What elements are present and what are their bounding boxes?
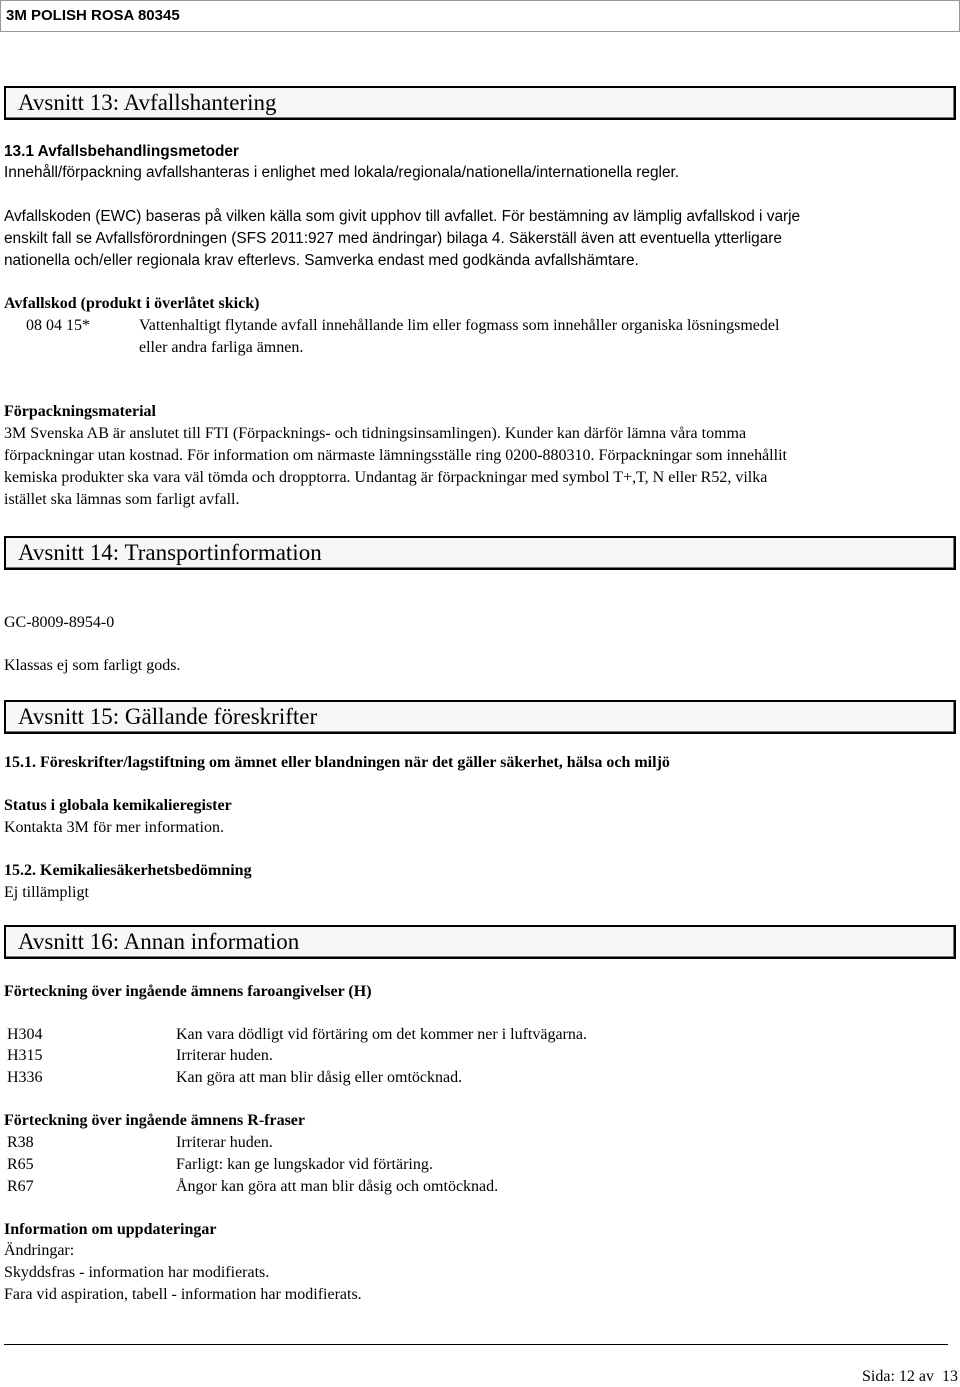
status-text: Kontakta 3M för mer information.	[4, 819, 224, 836]
footer-divider	[4, 1344, 948, 1345]
transport-document-code: GC-8009-8954-0	[4, 614, 115, 631]
update-info-line: Skyddsfras - information har modifierats.	[4, 1264, 270, 1281]
r-phrase-text: Irriterar huden.	[176, 1134, 273, 1151]
packaging-heading: Förpackningsmaterial	[4, 403, 156, 420]
subsection-15-2-heading: 15.2. Kemikaliesäkerhetsbedömning	[4, 862, 252, 879]
waste-code-paragraph-line: enskilt fall se Avfallsförordningen (SFS 2011:927 med ändringar) bilaga 4. Säkerställ även att eventuella ytterligare	[4, 230, 782, 247]
hazard-text: Kan vara dödligt vid förtäring om det kommer ner i luftvägarna.	[176, 1026, 587, 1043]
section-13-title: Avsnitt 13: Avfallshantering	[18, 90, 277, 115]
hazard-statements-heading: Förteckning över ingående ämnens faroangivelser (H)	[4, 983, 372, 1000]
update-info-line: Fara vid aspiration, tabell - information har modifierats.	[4, 1286, 362, 1303]
waste-code-description-line: eller andra farliga ämnen.	[139, 339, 304, 356]
waste-code-heading: Avfallskod (produkt i överlåtet skick)	[4, 295, 260, 312]
hazard-code: H304	[7, 1026, 43, 1043]
subsection-13-1-text: Innehåll/förpackning avfallshanteras i enlighet med lokala/regionala/nationella/internationella regler.	[4, 164, 680, 181]
hazard-code: H336	[7, 1069, 43, 1086]
packaging-text-line: förpackningar utan kostnad. För information om närmaste lämningsställe ring 0200-880310. Förpackningar som innehållit	[4, 447, 787, 464]
r-phrase-text: Farligt: kan ge lungskador vid förtäring.	[176, 1156, 433, 1173]
waste-code-paragraph-line: Avfallskoden (EWC) baseras på vilken källa som givit upphov till avfallet. För bestämning av lämplig avfallskod i varje	[4, 208, 801, 225]
hazard-text: Kan göra att man blir dåsig eller omtöcknad.	[176, 1069, 463, 1086]
waste-code-paragraph-line: nationella och/eller regionala krav efterlevs. Samverka endast med godkända avfallshämtare.	[4, 252, 639, 269]
packaging-text-line: istället ska lämnas som farligt avfall.	[4, 491, 240, 508]
hazard-text: Irriterar huden.	[176, 1047, 273, 1064]
packaging-text-line: 3M Svenska AB är anslutet till FTI (Förpacknings- och tidningsinsamlingen). Kunder kan därför lämna våra tomma	[4, 425, 747, 442]
waste-code-description-line: Vattenhaltigt flytande avfall innehållande lim eller fogmass som innehåller organiska lösningsmedel	[139, 317, 780, 334]
document-header	[0, 0, 960, 32]
page-number: Sida: 12 av 13	[862, 1368, 958, 1385]
r-phrase-code: R65	[7, 1156, 34, 1173]
waste-code-value: 08 04 15*	[26, 317, 90, 334]
product-name: 3M POLISH ROSA 80345	[6, 7, 180, 24]
hazard-code: H315	[7, 1047, 43, 1064]
section-15-title: Avsnitt 15: Gällande föreskrifter	[18, 704, 318, 729]
update-info-heading: Information om uppdateringar	[4, 1221, 217, 1238]
packaging-text-line: kemiska produkter ska vara väl tömda och dropptorra. Undantag är förpackningar med symbol T+,T, N eller R52, vilka	[4, 469, 768, 486]
section-16-header	[4, 925, 956, 959]
section-14-title: Avsnitt 14: Transportinformation	[18, 540, 322, 565]
section-13-header	[4, 86, 956, 120]
transport-classification: Klassas ej som farligt gods.	[4, 657, 181, 674]
r-phrase-code: R38	[7, 1134, 34, 1151]
r-phrase-text: Ångor kan göra att man blir dåsig och omtöcknad.	[176, 1178, 499, 1195]
update-info-line: Ändringar:	[4, 1242, 75, 1259]
r-phrase-code: R67	[7, 1178, 34, 1195]
status-heading: Status i globala kemikalieregister	[4, 797, 232, 814]
section-16-title: Avsnitt 16: Annan information	[18, 929, 300, 954]
subsection-13-1-heading: 13.1 Avfallsbehandlingsmetoder	[4, 143, 239, 160]
section-15-header	[4, 700, 956, 734]
subsection-15-2-text: Ej tillämpligt	[4, 884, 89, 901]
subsection-15-1-heading: 15.1. Föreskrifter/lagstiftning om ämnet eller blandningen när det gäller säkerhet, hälsa och miljö	[4, 754, 670, 771]
r-phrases-heading: Förteckning över ingående ämnens R-fraser	[4, 1112, 305, 1129]
section-14-header	[4, 536, 956, 570]
